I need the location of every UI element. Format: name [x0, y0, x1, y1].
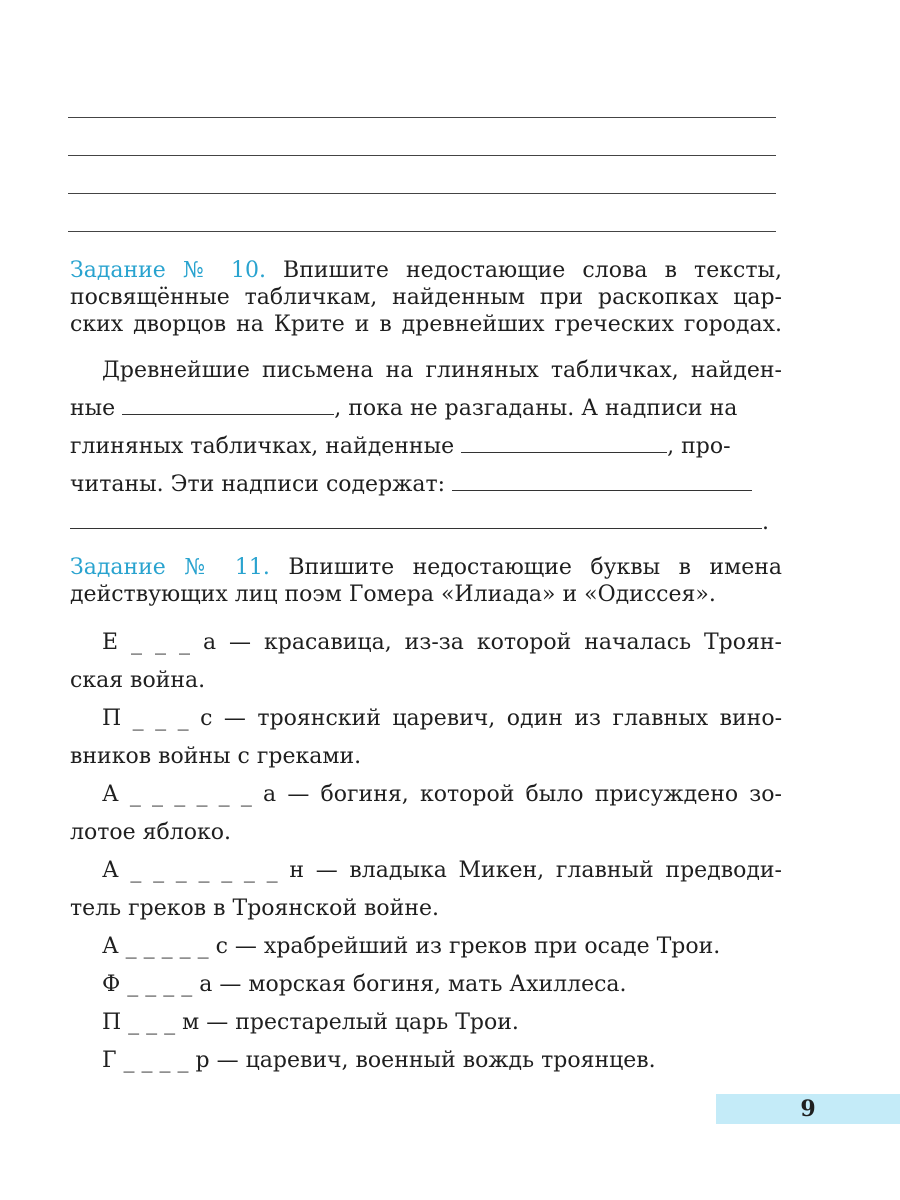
answer-line-1[interactable] [68, 117, 776, 118]
list-item: Е _ _ _ а — красавица, из-за которой началась Троян- [102, 630, 782, 655]
task10-para-line-4: читаны. Эти надписи содержат: [70, 472, 782, 498]
answer-line-4[interactable] [68, 231, 776, 232]
list-item: П _ _ _ м — престарелый царь Трои. [102, 1010, 519, 1035]
list-item: лотое яблоко. [70, 820, 231, 845]
blank-field-4[interactable] [70, 527, 762, 529]
task11-line-1: Задание № 11. Впишите недостающие буквы в имена [70, 555, 783, 580]
task11-heading: Задание № 11. [70, 555, 270, 580]
list-item: А _ _ _ _ _ с — храбрейший из греков при осаде Трои. [102, 934, 721, 959]
task10-line-1: Задание № 10. Впишите недостающие слова в тексты, [70, 258, 782, 283]
task11-line-2: действующих лиц поэм Гомера «Илиада» и «Одиссея». [70, 582, 716, 607]
list-item: А _ _ _ _ _ _ а — богиня, которой было присуждено зо- [102, 782, 782, 807]
answer-line-3[interactable] [68, 193, 776, 194]
list-item: ская война. [70, 668, 206, 693]
task10-para-line-1: Древнейшие письмена на глиняных табличках, найден- [102, 358, 782, 383]
blank-field-2[interactable] [461, 451, 667, 453]
blank-field-3[interactable] [452, 489, 752, 491]
list-item: Г _ _ _ _ р — царевич, военный вождь троянцев. [102, 1048, 656, 1073]
list-item: Ф _ _ _ _ а — морская богиня, мать Ахиллеса. [102, 972, 627, 997]
task10-para-line-5: . [70, 510, 782, 536]
task10-line-2: посвящённые табличкам, найденным при раскопках цар- [70, 285, 782, 310]
list-item: вников войны с греками. [70, 744, 362, 769]
list-item: тель греков в Троянской войне. [70, 896, 440, 921]
answer-line-2[interactable] [68, 155, 776, 156]
task10-line-3: ских дворцов на Крите и в древнейших греческих городах. [70, 312, 782, 337]
list-item: А _ _ _ _ _ _ _ н — владыка Микен, главный предводи- [102, 858, 782, 883]
blank-field-1[interactable] [122, 413, 334, 415]
task10-para-line-2: ные , пока не разгаданы. А надписи на [70, 396, 738, 421]
list-item: П _ _ _ с — троянский царевич, один из главных вино- [102, 706, 782, 731]
page-number: 9 [716, 1094, 900, 1124]
task10-heading: Задание № 10. [70, 258, 266, 283]
task10-para-line-3: глиняных табличках, найденные , про- [70, 434, 731, 459]
